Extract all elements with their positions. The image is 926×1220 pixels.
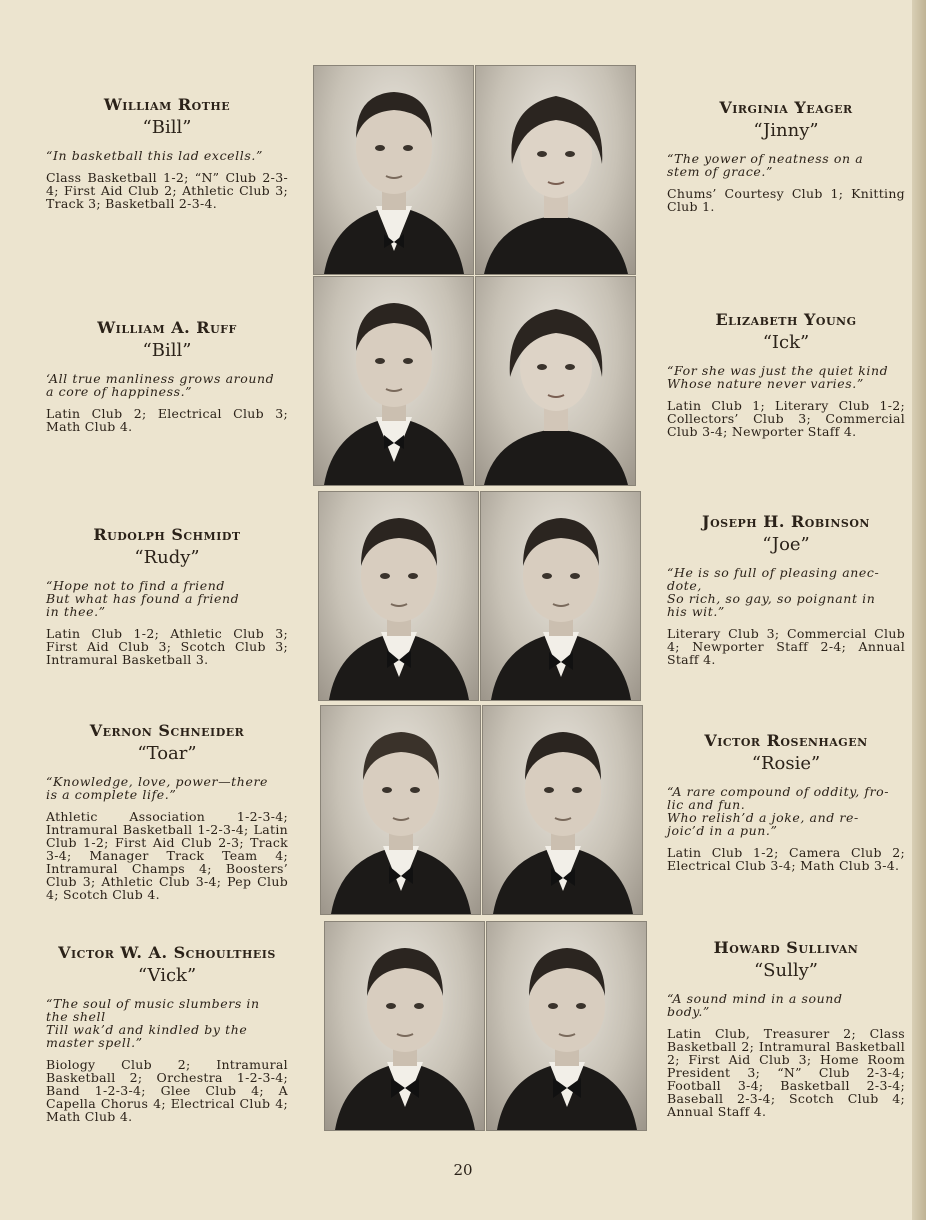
student-nickname: “Sully” [753, 960, 818, 981]
student-nickname: “Vick” [137, 965, 197, 986]
student-nickname: “Joe” [762, 534, 810, 555]
student-name: Rudolph Schmidt [93, 525, 241, 544]
student-quote: “For she was just the quiet kind Whose nature never varies.” [667, 363, 889, 391]
male-portrait-icon [486, 921, 647, 1131]
senior-entry-right-1 [667, 98, 905, 213]
student-activities: Latin Club 2; Electrical Club 3; Math Club 4. [46, 406, 288, 434]
student-activities: Latin Club 1-2; Camera Club 2; Electrical Club 3-4; Math Club 3-4. [667, 845, 905, 873]
student-name: William A. Ruff [97, 318, 237, 337]
senior-entry-left-1 [46, 95, 288, 210]
student-nickname: “Ick” [762, 332, 810, 353]
student-quote: “A sound mind in a sound body.” [667, 991, 843, 1019]
student-name: Victor W. A. Schoultheis [58, 943, 276, 962]
student-name: Virginia Yeager [719, 98, 853, 117]
senior-entry-right-4 [667, 731, 905, 872]
student-quote: ‘All true manliness grows around a core of happiness.” [46, 371, 275, 399]
female-portrait-icon [475, 65, 636, 275]
student-activities: Latin Club 1; Literary Club 1-2; Collectors’ Club 3; Commercial Club 3-4; Newporter Staff 4. [667, 398, 905, 439]
student-quote: “Knowledge, love, power—there is a complete life.” [46, 774, 269, 802]
student-nickname: “Rudy” [134, 547, 200, 568]
student-name: Vernon Schneider [89, 721, 245, 740]
student-quote: “A rare compound of oddity, fro- lic and fun. Who relish’d a joke, and re- joic’d in a pun.” [667, 784, 890, 838]
student-nickname: “Rosie” [751, 753, 821, 774]
student-nickname: “Jinny” [753, 120, 819, 141]
senior-entry-right-3 [667, 512, 905, 666]
student-activities: Athletic Association 1-2-3-4; Intramural Basketball 1-2-3-4; Latin Club 1-2; First Aid Club 2-3; Track 3-4; Manager Track Team 4; Intramural Champs 4; Boosters’ Club 3; Athletic Club 3-4; Pep Club 4; Scotch Club 4. [46, 809, 288, 902]
page-edge [912, 0, 926, 1220]
student-name: Joseph H. Robinson [702, 512, 870, 531]
student-quote: “He is so full of pleasing anec- dote, So rich, so gay, so poignant in his wit.” [667, 565, 880, 619]
senior-entry-left-4 [46, 721, 288, 901]
male-portrait-icon [313, 65, 474, 275]
portrait-grid [310, 63, 642, 1133]
male-portrait-icon [482, 705, 643, 915]
student-name: Victor Rosenhagen [704, 731, 868, 750]
senior-entry-left-5 [46, 943, 288, 1123]
student-activities: Biology Club 2; Intramural Basketball 2; Orchestra 1-2-3-4; Band 1-2-3-4; Glee Club 4; A Capella Chorus 4; Electrical Club 4; Math Club 4. [46, 1057, 288, 1124]
student-activities: Latin Club, Treasurer 2; Class Basketball 2; Intramural Basketball 2; First Aid Club 3; Home Room President 3; “N” Club 2-3-4; Football 3-4; Basketball 2-3-4; Baseball 2-3-4; Scotch Club 4; Annual Staff 4. [667, 1026, 905, 1119]
student-activities: Chums’ Courtesy Club 1; Knitting Club 1. [667, 186, 905, 214]
student-activities: Latin Club 1-2; Athletic Club 3; First Aid Club 3; Scotch Club 3; Intramural Basketball 3. [46, 626, 288, 667]
page-number: 20 [453, 1161, 473, 1179]
female-portrait-icon [475, 276, 636, 486]
student-name: William Rothe [103, 95, 231, 114]
senior-entry-right-2 [667, 310, 905, 438]
student-nickname: “Bill” [142, 117, 192, 138]
student-quote: “The soul of music slumbers in the shell Till wak’d and kindled by the master spell.” [46, 996, 260, 1050]
student-name: Howard Sullivan [713, 938, 859, 957]
student-activities: Class Basketball 1-2; “N” Club 2-3-4; First Aid Club 2; Athletic Club 3; Track 3; Basketball 2-3-4. [46, 170, 288, 211]
male-portrait-icon [320, 705, 481, 915]
student-activities: Literary Club 3; Commercial Club 4; Newporter Staff 2-4; Annual Staff 4. [667, 626, 905, 667]
student-quote: “The yower of neatness on a stem of grace.” [667, 151, 864, 179]
male-portrait-icon [313, 276, 474, 486]
male-portrait-icon [318, 491, 479, 701]
senior-entry-left-2 [46, 318, 288, 433]
student-quote: “In basketball this lad excells.” [46, 148, 263, 163]
male-portrait-icon [324, 921, 485, 1131]
senior-entry-left-3 [46, 525, 288, 666]
student-nickname: “Bill” [142, 340, 192, 361]
male-portrait-icon [480, 491, 641, 701]
student-nickname: “Toar” [137, 743, 197, 764]
student-quote: “Hope not to find a friend But what has found a friend in thee.” [46, 578, 240, 619]
student-name: Elizabeth Young [715, 310, 857, 329]
senior-entry-right-5 [667, 938, 905, 1118]
